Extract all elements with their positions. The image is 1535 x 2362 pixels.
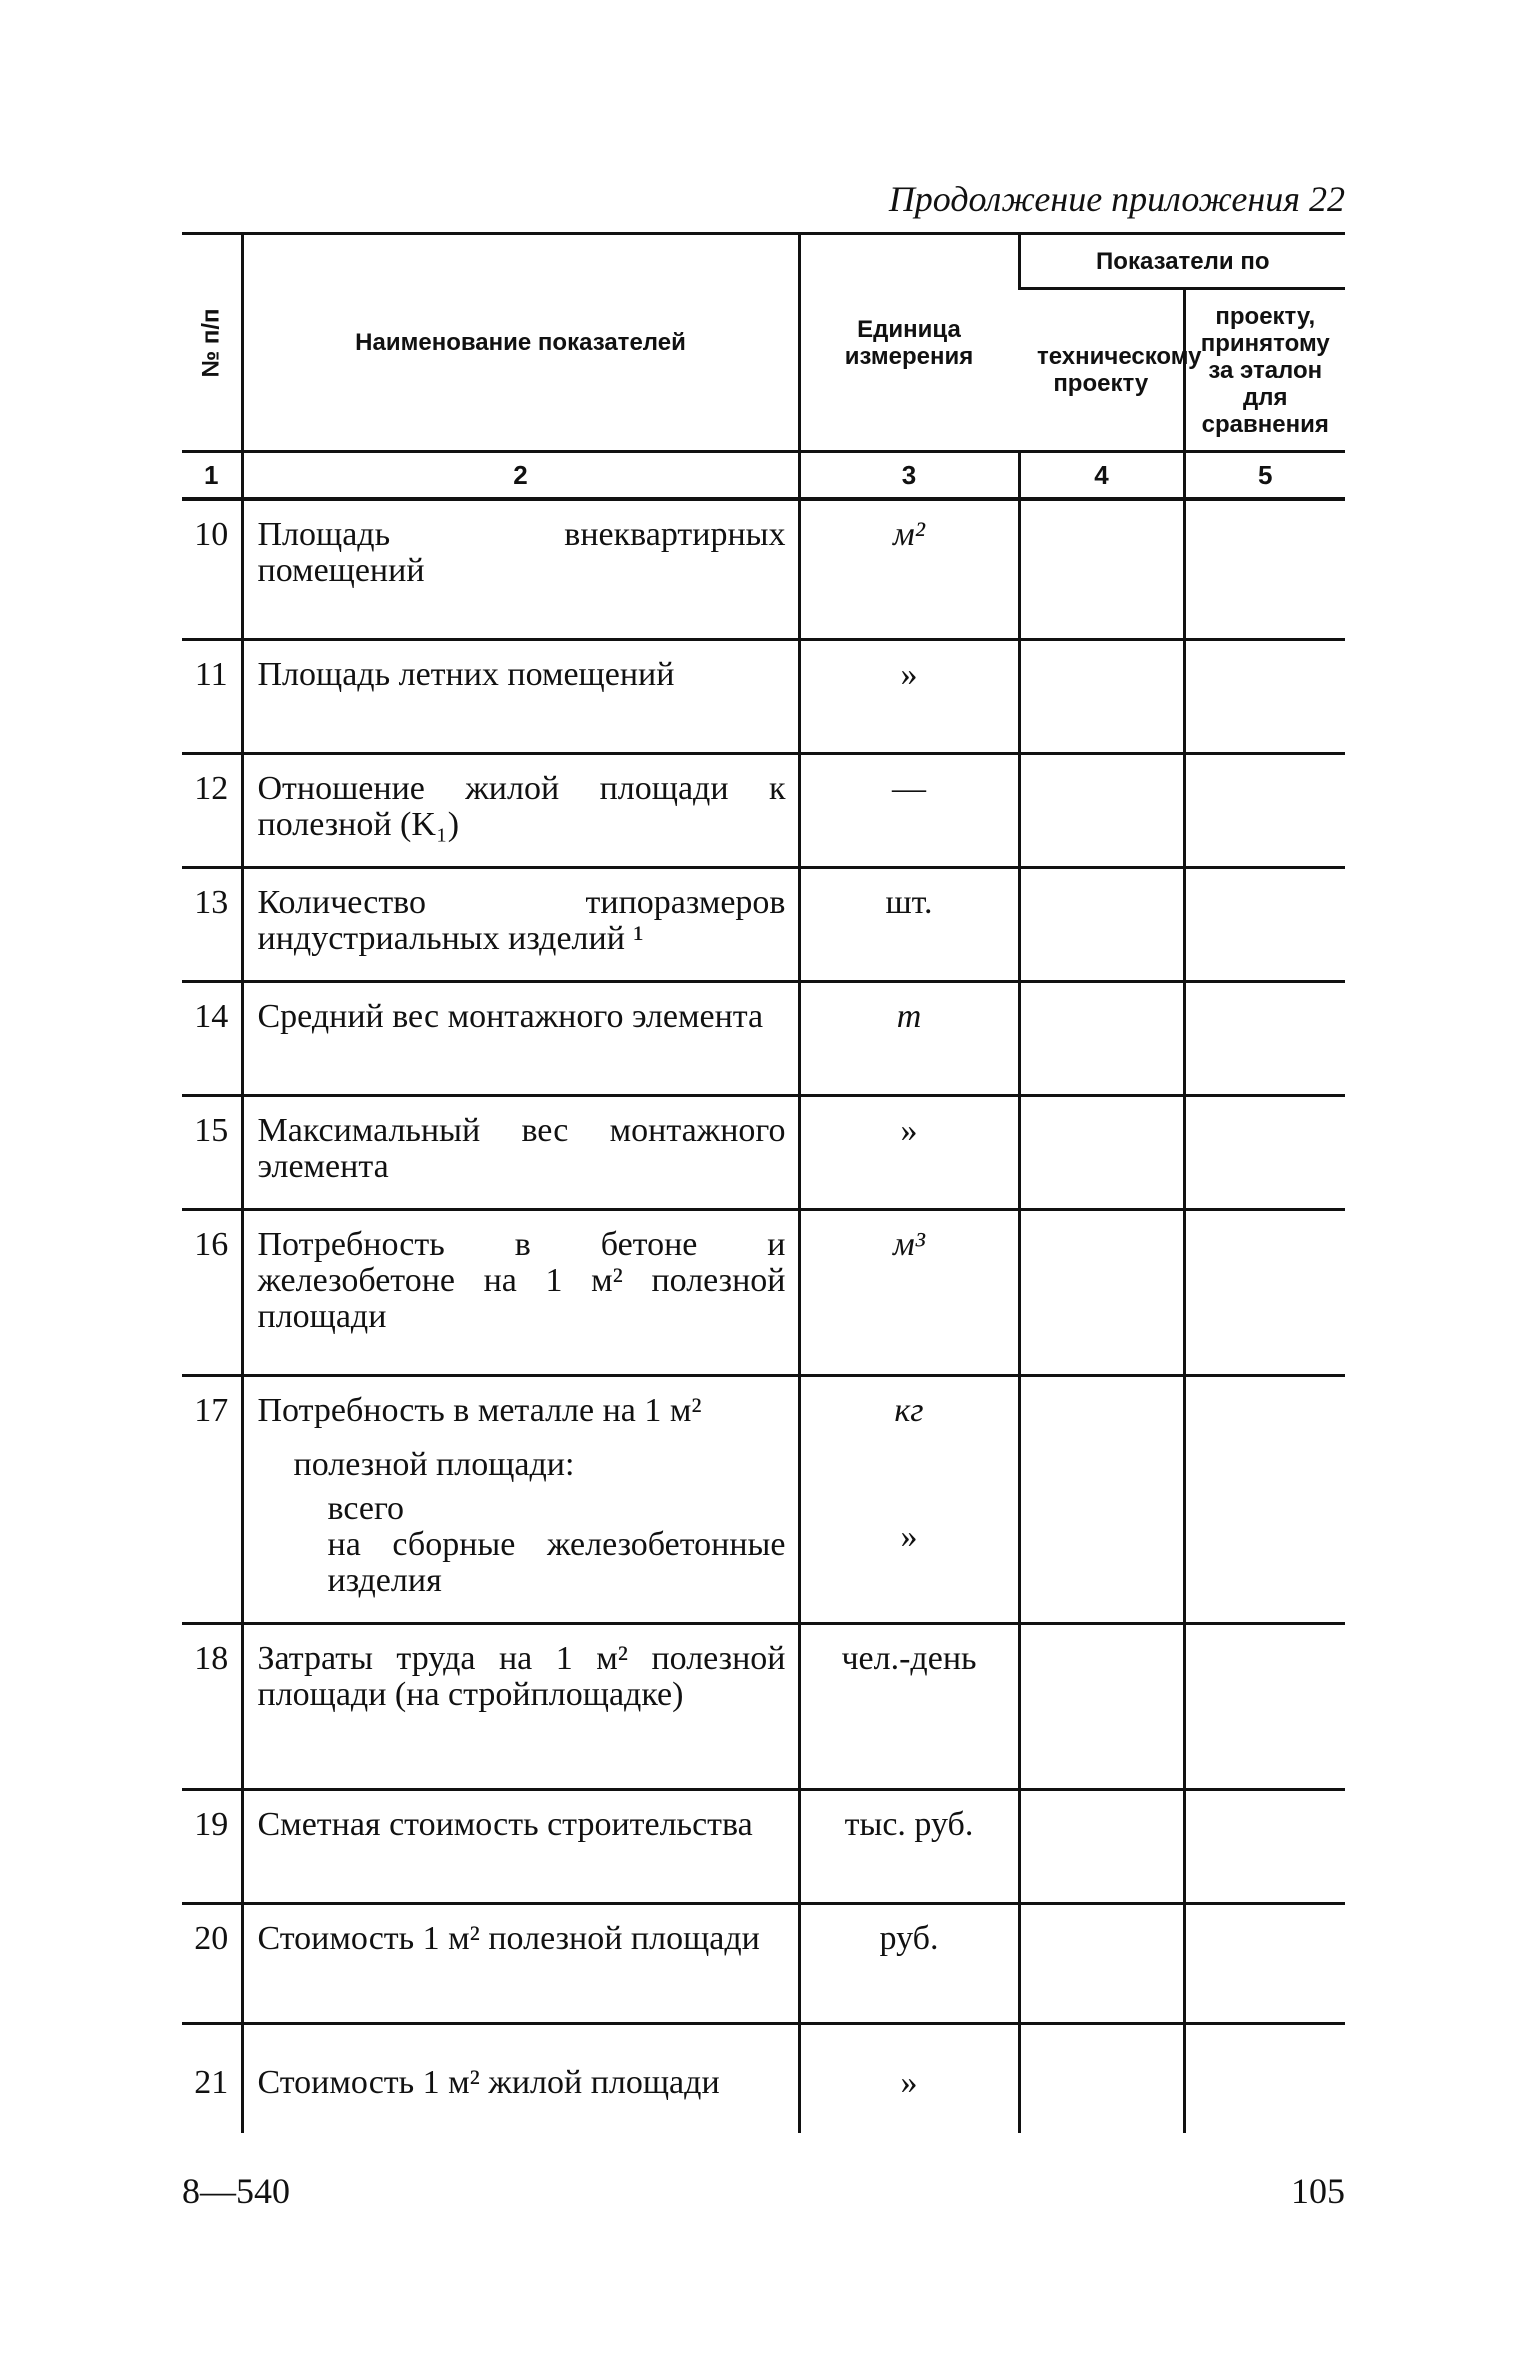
page-number: 105: [1291, 2171, 1345, 2211]
row-unit: руб.: [799, 1903, 1019, 2023]
row-value-ref: [1184, 981, 1345, 1095]
header-number-5: 5: [1184, 452, 1345, 500]
table-row: [182, 639, 1345, 753]
row-sub-item: всего: [327, 1489, 405, 1527]
row-name: Количество типоразмеров индустриальных изделий ¹: [242, 867, 799, 981]
row-name: Сметная стоимость строительства: [242, 1789, 799, 1903]
row-unit: »: [799, 639, 1019, 753]
row-unit: —: [799, 753, 1019, 867]
row-value-ref: [1184, 1375, 1345, 1623]
row-value-ref: [1184, 753, 1345, 867]
row-name-group: [242, 1375, 799, 1623]
row-unit: тыс. руб.: [799, 1789, 1019, 1903]
row-number: 15: [194, 1111, 229, 1149]
row-number: 10: [194, 516, 229, 553]
row-value-tech: [1019, 867, 1184, 981]
table-row: [182, 1623, 1345, 1789]
row-unit: »: [799, 2023, 1019, 2133]
indicators-table: [182, 232, 1345, 2133]
row-unit: м²: [799, 499, 1019, 639]
header-number-3: 3: [799, 452, 1019, 500]
row-name: Площадь летних помещений: [242, 639, 799, 753]
row-name: Максимальный вес монтажного элемента: [242, 1095, 799, 1209]
row-value-tech: [1019, 981, 1184, 1095]
row-number: 11: [194, 655, 228, 693]
row-value-tech: [1019, 499, 1184, 639]
header-group: Показатели по: [1019, 234, 1345, 289]
row-value-tech: [1019, 2023, 1184, 2133]
header-num: № п/п: [182, 234, 242, 452]
row-value-ref: [1184, 867, 1345, 981]
row-name: Затраты труда на 1 м² полезной площади (на стройплощадке): [242, 1623, 799, 1789]
row-unit-group: [799, 1375, 1019, 1623]
row-unit: кг: [894, 1391, 924, 1429]
row-number: 13: [194, 883, 229, 921]
table-row: [182, 499, 1345, 639]
row-name: Стоимость 1 м² полезной площади: [242, 1903, 799, 2023]
row-name: Площадь внеквартирных помещений: [242, 499, 799, 639]
table-row: [182, 753, 1345, 867]
row-number: 20: [194, 1919, 229, 1957]
row-number: 21: [194, 2063, 229, 2101]
row-value-ref: [1184, 499, 1345, 639]
row-number: 16: [194, 1225, 229, 1263]
row-value-tech: [1019, 1375, 1184, 1623]
table-row: [182, 1789, 1345, 1903]
row-name: Стоимость 1 м² жилой площади: [242, 2023, 799, 2133]
row-number: 12: [194, 769, 229, 807]
table-row: [182, 981, 1345, 1095]
header-number-4: 4: [1019, 452, 1184, 500]
table-row: [182, 1903, 1345, 2023]
row-unit: »: [799, 1095, 1019, 1209]
row-value-ref: [1184, 1095, 1345, 1209]
table-row: [182, 867, 1345, 981]
row-number: 14: [194, 997, 229, 1035]
row-unit: шт.: [799, 867, 1019, 981]
row-unit: т: [799, 981, 1019, 1095]
row-unit: чел.-день: [799, 1623, 1019, 1789]
row-sub-item: на сборные железобетонные изделия: [327, 1525, 786, 1599]
row-number: 19: [194, 1805, 229, 1843]
row-name-cont: полезной площади:: [293, 1445, 575, 1483]
row-value-tech: [1019, 1789, 1184, 1903]
header-number-2: 2: [242, 452, 799, 500]
row-number: 18: [194, 1639, 229, 1677]
row-value-ref: [1184, 2023, 1345, 2133]
row-value-tech: [1019, 1209, 1184, 1375]
row-name: Потребность в бетоне и железобетоне на 1 м² полезной площади: [242, 1209, 799, 1375]
row-name: Потребность в металле на 1 м²: [257, 1391, 702, 1429]
row-unit-sub: »: [900, 1517, 918, 1555]
row-number: 17: [194, 1391, 229, 1429]
print-code: 8—540: [182, 2171, 290, 2211]
row-value-ref: [1184, 1623, 1345, 1789]
row-name: Отношение жилой площади к полезной (K₁): [242, 753, 799, 867]
table-row: [182, 1375, 1345, 1623]
row-value-tech: [1019, 639, 1184, 753]
header-ref: проекту, принятому за эталон для сравнения: [1184, 289, 1345, 452]
row-value-ref: [1184, 1903, 1345, 2023]
row-value-ref: [1184, 639, 1345, 753]
row-value-ref: [1184, 1789, 1345, 1903]
table-caption: Продолжение приложения 22: [888, 179, 1345, 219]
header-name: Наименование показателей: [242, 234, 799, 452]
table-row: [182, 2023, 1345, 2133]
row-value-tech: [1019, 753, 1184, 867]
table-row: [182, 1095, 1345, 1209]
table-row: [182, 1209, 1345, 1375]
row-value-tech: [1019, 1623, 1184, 1789]
row-value-ref: [1184, 1209, 1345, 1375]
row-value-tech: [1019, 1095, 1184, 1209]
row-value-tech: [1019, 1903, 1184, 2023]
row-name: Средний вес монтажного элемента: [242, 981, 799, 1095]
header-number-1: 1: [182, 452, 242, 500]
header-tech: техническому проекту: [1037, 343, 1202, 397]
header-unit: Единица измерения: [799, 234, 1019, 452]
row-unit: м³: [799, 1209, 1019, 1375]
